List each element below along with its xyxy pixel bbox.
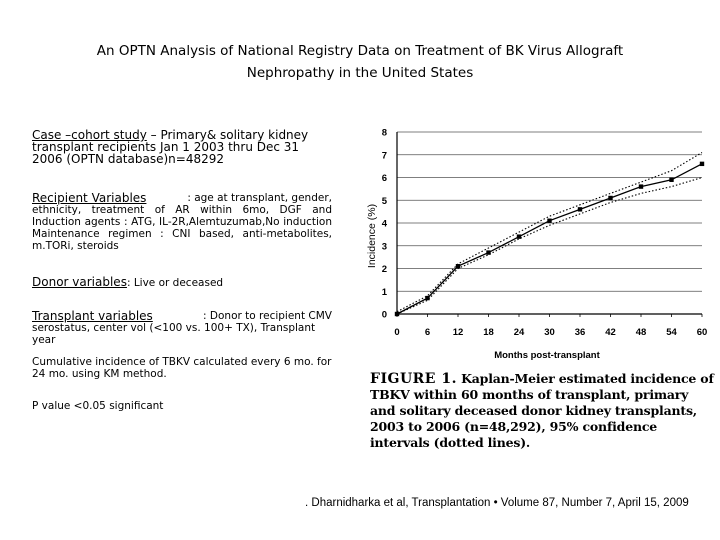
cumulative-incidence-text: Cumulative incidence of TBKV calculated every 6 mo. for 24 mo. using KM method. [32,356,332,380]
x-tick-label: 42 [605,327,616,338]
x-tick-label: 18 [483,327,494,338]
x-tick-label: 12 [452,327,464,338]
y-tick-label: 4 [381,218,387,230]
y-tick-label: 1 [381,286,387,298]
estimate-point [578,207,582,211]
kaplan-meier-chart [355,118,715,368]
estimate-point [547,219,551,223]
y-axis-label: Incidence (%) [366,203,378,269]
donor-variables-text [32,276,332,289]
x-tick-label: 0 [394,327,400,338]
estimate-point [700,162,704,166]
y-tick-label: 5 [381,195,387,207]
x-ticks [394,314,707,338]
estimate-point [639,184,643,188]
chart-grid [397,132,702,314]
study-design-text [32,129,332,165]
p-value-text: P value <0.05 significant [32,400,164,412]
x-tick-label: 6 [424,327,431,338]
y-tick-label: 3 [381,241,387,253]
x-tick-label: 36 [574,327,586,338]
recipient-variables-description: ethnicity, treatment of AR within 6mo, DGF and Induction agents : ATG, IL-2R,Alemtuzumab,No induction Maintenance regimen : CNI based, anti-metabolites, m.TORi, steroids [32,204,332,252]
recipient-variables-lead: : age at transplant, gender, [187,192,332,204]
y-tick-label: 2 [381,264,387,275]
donor-variables-label: Donor variables [32,275,127,289]
x-axis-label: Months post-transplant [494,350,600,361]
x-tick-label: 30 [544,327,555,338]
y-ticks [382,128,388,321]
x-tick-label: 24 [513,327,525,338]
x-tick-label: 54 [666,327,677,338]
y-tick-label: 8 [381,127,387,139]
slide-title-line-2: Nephropathy in the United States [246,65,474,81]
citation: . Dharnidharka et al, Transplantation • Volume 87, Number 7, April 15, 2009 [305,497,689,509]
y-tick-label: 0 [381,309,387,321]
slide-title [40,40,680,84]
transplant-variables-lead: : Donor to recipient CMV [203,310,332,322]
study-design-description: – Primary& solitary kidney transplant recipients Jan 1 2003 thru Dec 31 2006 (OPTN database)n=48292 [32,128,309,166]
x-tick-label: 48 [635,327,647,338]
transplant-variables-text [32,310,332,346]
upper-ci-line [397,153,702,312]
y-tick-label: 7 [381,150,387,162]
slide-title-line-1: An OPTN Analysis of National Registry Data on Treatment of BK Virus Allograft [96,43,624,59]
donor-variables-description: : Live or deceased [126,277,224,289]
x-tick-label: 60 [696,327,708,338]
figure-caption-label: FIGURE 1. [370,371,457,387]
transplant-variables-description: serostatus, center vol (<100 vs. 100+ TX), Transplant year [32,322,316,346]
figure-caption [370,371,715,451]
transplant-variables-label: Transplant variables [32,309,153,323]
study-design-label: Case –cohort study [32,128,147,142]
estimate-point [608,196,612,200]
recipient-variables-text [32,192,332,252]
y-tick-label: 6 [381,173,387,184]
figure-caption-text: Kaplan-Meier estimated incidence of TBKV within 60 months of transplant, primary and solitary deceased donor kidney transplants, 2003 to 2006 (n=48,292), 95% confidence intervals (dotted lines). [370,371,714,450]
estimate-point [669,178,673,182]
recipient-variables-label: Recipient Variables [32,191,147,205]
